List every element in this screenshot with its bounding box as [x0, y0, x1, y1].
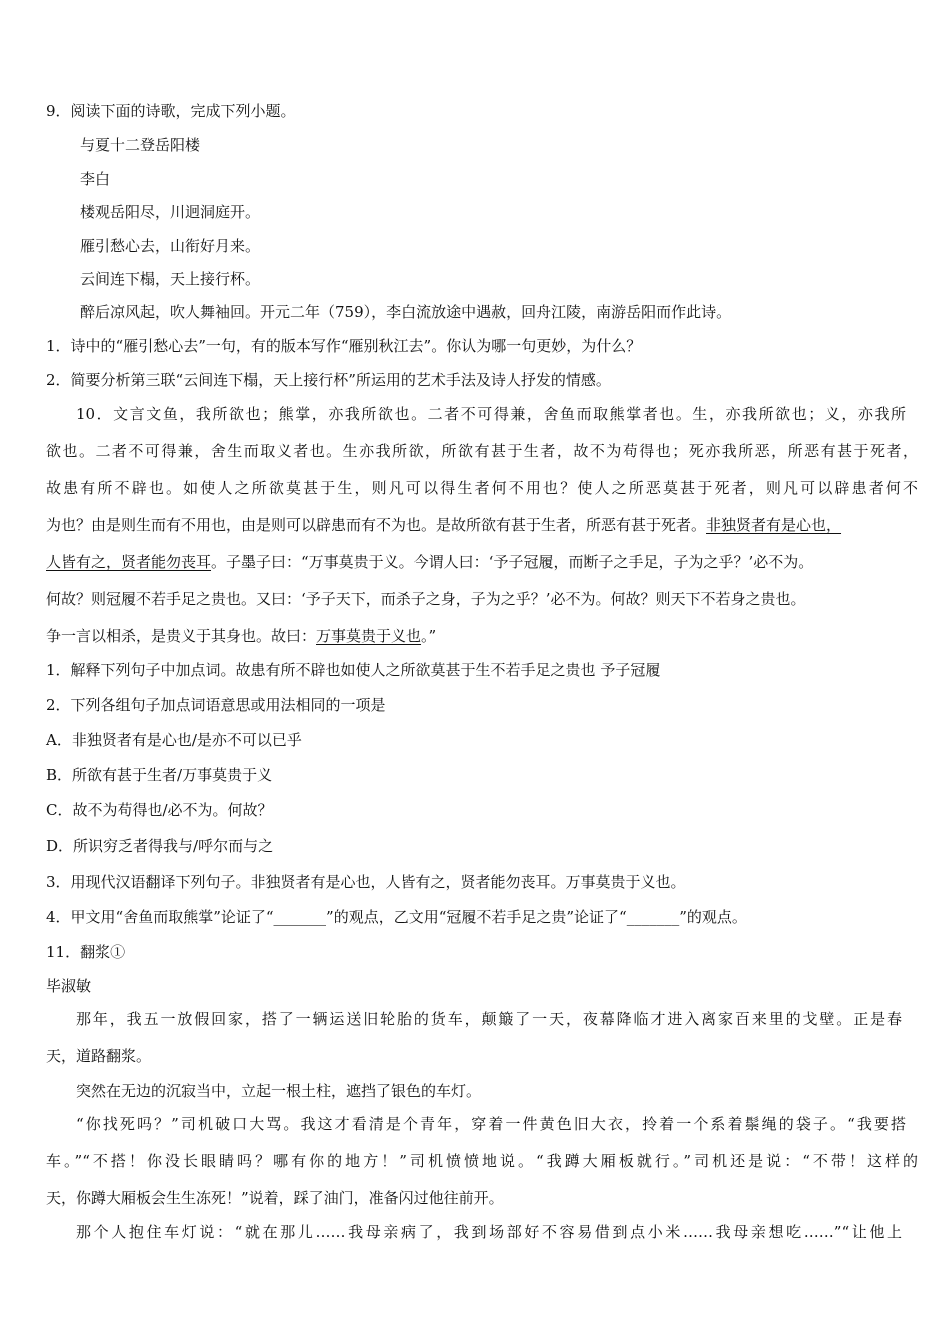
poem-verse-2: 雁引愁心去，山衔好月来。: [80, 237, 261, 255]
q10-line-5-plain: 。子墨子曰：“万事莫贵于义。今谓人曰：‘予子冠履，而断子之手足，子为之乎？’必不为。: [211, 553, 814, 571]
q10-sub-2: 2．下列各组句子加点词语意思或用法相同的一项是: [46, 696, 386, 714]
q9-sub-1: 1．诗中的“雁引愁心去”一句，有的版本写作“雁别秋江去”。你认为哪一句更妙，为什么？: [46, 337, 642, 355]
poem-verse-3: 云间连下榻，天上接行杯。: [80, 270, 261, 288]
q10-text-line-5: [46, 552, 918, 572]
q10-option-d: D．所识穷乏者得我与/呼尔而与之: [46, 837, 274, 855]
q11-para-2: 突然在无边的沉寂当中，立起一根土柱，遮挡了银色的车灯。: [76, 1082, 482, 1100]
q10-underlined-sentence-1-cont: 人皆有之，贤者能勿丧耳: [46, 553, 212, 571]
q10-underlined-sentence-2: 万事莫贵于义也: [316, 627, 422, 645]
q10-text-line-3: 故患有所不辟也。如使人之所欲莫甚于生，则凡可以得生者何不用也？使人之所恶莫甚于死者，则凡可以辟患者何不: [46, 479, 918, 497]
q10-sub-4: 4．甲文用“舍鱼而取熊掌”论证了“_______”的观点，乙文用“冠履不若手足之贵”论证了“_______”的观点。: [46, 908, 747, 926]
q11-para-1-line-1: 那年，我五一放假回家，搭了一辆运送旧轮胎的货车，颠簸了一天，夜幕降临才进入离家百来里的戈壁。正是春: [76, 1010, 902, 1028]
q10-text-line-7: [46, 626, 918, 646]
poem-title: 与夏十二登岳阳楼: [80, 136, 201, 154]
q10-text-line-1: 10．文言文鱼，我所欲也；熊掌，亦我所欲也。二者不可得兼，舍鱼而取熊掌者也。生，亦我所欲也；义，亦我所: [76, 405, 906, 423]
q11-para-3-line-3: 天，你蹲大厢板会生生冻死！”说着，踩了油门，准备闪过他往前开。: [46, 1189, 504, 1207]
q11-title: 11．翻浆①: [46, 943, 126, 961]
q10-line-7-plain: 争一言以相杀，是贵义于其身也。故曰：: [46, 627, 317, 645]
q11-para-1-line-2: 天，道路翻浆。: [46, 1047, 152, 1065]
q11-author: 毕淑敏: [46, 977, 92, 995]
q9-sub-2: 2．简要分析第三联“云间连下榻，天上接行杯”所运用的艺术手法及诗人抒发的情感。: [46, 371, 611, 389]
poem-verse-4-and-note: 醉后凉风起，吹人舞袖回。开元二年（759），李白流放途中遇赦，回舟江陵，南游岳阳而作此诗。: [80, 303, 732, 321]
poem-verse-1: 楼观岳阳尽，川迥洞庭开。: [80, 203, 261, 221]
q11-para-3-line-2: 车。”“不搭！你没长眼睛吗？哪有你的地方！”司机愤愤地说。“我蹲大厢板就行。”司机还是说：“不带！这样的: [46, 1152, 918, 1170]
q10-underlined-sentence-1: 非独贤者有是心也，: [706, 516, 842, 534]
q9-stem: 9．阅读下面的诗歌，完成下列小题。: [46, 102, 296, 120]
q10-option-b: B．所欲有甚于生者/万事莫贵于义: [46, 766, 273, 784]
q10-text-line-4: [46, 515, 918, 535]
q10-text-line-2: 欲也。二者不可得兼，舍生而取义者也。生亦我所欲，所欲有甚于生者，故不为苟得也；死亦我所恶，所恶有甚于死者，: [46, 442, 918, 460]
q10-line-7-end: 。”: [421, 627, 437, 645]
q10-option-a: A．非独贤者有是心也/是亦不可以已乎: [46, 731, 302, 749]
q10-sub-1: 1．解释下列句子中加点词。故患有所不辟也如使人之所欲莫甚于生不若手足之贵也 予子冠履: [46, 661, 661, 679]
q10-option-c: C．故不为苟得也/必不为。何故？: [46, 801, 273, 819]
q10-sub-3: 3．用现代汉语翻译下列句子。非独贤者有是心也，人皆有之，贤者能勿丧耳。万事莫贵于义也。: [46, 873, 686, 891]
q11-para-3-line-1: “你找死吗？”司机破口大骂。我这才看清是个青年，穿着一件黄色旧大衣，拎着一个系着鬃绳的袋子。“我要搭: [76, 1115, 906, 1133]
q10-line-4-plain: 为也？由是则生而有不用也，由是则可以辟患而有不为也。是故所欲有甚于生者，所恶有甚于死者。: [46, 516, 707, 534]
q11-para-4-line-1: 那个人抱住车灯说：“就在那儿……我母亲病了，我到场部好不容易借到点小米……我母亲想吃……”“让他上: [76, 1223, 902, 1241]
q10-text-line-6: 何故？则冠履不若手足之贵也。又曰：‘予子天下，而杀子之身，子为之乎？’必不为。何故？则天下不若身之贵也。: [46, 590, 806, 608]
poem-author: 李白: [80, 170, 111, 188]
